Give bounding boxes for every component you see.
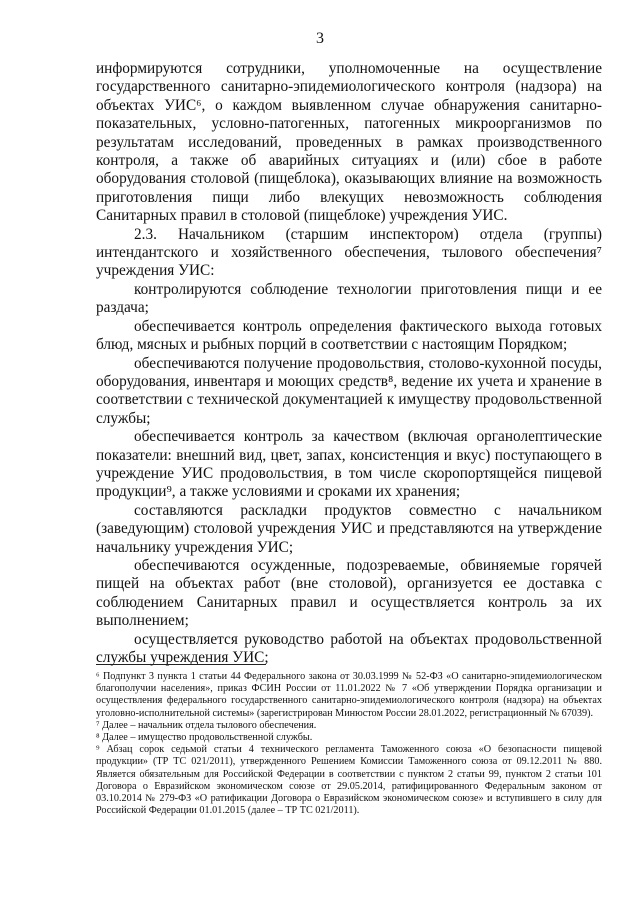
footnote: ⁸ Далее – имущество продовольственной службы.	[96, 732, 313, 744]
paragraph: составляются раскладки продуктов совместно с начальником (заведующим) столовой учреждения УИС и представляются на утверждение начальнику учреждения УИС;	[96, 501, 602, 556]
footnotes	[96, 671, 602, 817]
paragraph: обеспечиваются осужденные, подозреваемые, обвиняемые горячей пищей на объектах работ (вне столовой), организуется ее доставка с соблюдением Санитарных правил и осуществляется контроль за их выполнением;	[96, 556, 602, 630]
page-number: 3	[316, 30, 324, 47]
footnote: ⁹ Абзац сорок седьмой статьи 4 технического регламента Таможенного союза «О безопасности пищевой продукции» (ТР ТС 021/2011), утвержденного Решением Комиссии Таможенного союза от 09.12.2011 № 880. Является обязательным для Российской Федерации в соответствии с пунктом 2 статьи 99, пунктом 2 статьи 101 Договора о Евразийском экономическом союзе от 29.05.2014, ратифицированного Федеральным законом от 03.10.2014 № 279-ФЗ «О ратификации Договора о Евразийском экономическом союзе» и вступившего в силу для Российской Федерации 01.01.2015 (далее – ТР ТС 021/2011).	[96, 744, 602, 817]
footnote: ⁶ Подпункт 3 пункта 1 статьи 44 Федерального закона от 30.03.1999 № 52-ФЗ «О санитарно-эпидемиологическом благополучии населения», приказ ФСИН России от 11.01.2022 № 7 «Об утверждении Порядка организации и осуществления федерального государственного санитарно-эпидемиологического контроля (надзора) на объектах уголовно-исполнительной системы» (зарегистрирован Минюстом России 28.01.2022, регистрационный № 67039).	[96, 671, 602, 719]
footnote: ⁷ Далее – начальник отдела тылового обеспечения.	[96, 719, 317, 731]
footnote-separator	[96, 664, 266, 665]
paragraph: обеспечивается контроль за качеством (включая органолептические показатели: внешний вид, цвет, запах, консистенция и вкус) поступающего в учреждение УИС продовольствия, в том числе скоропортящейся пищевой продукции⁹, а также условиями и сроками их хранения;	[96, 428, 602, 501]
paragraph: информируются сотрудники, уполномоченные на осуществление государственного санитарно-эпидемиологического контроля (надзора) на объектах УИС⁶, о каждом выявленном случае обнаружения санитарно-показательных, условно-патогенных, патогенных микроорганизмов по результатам исследований, проведенных в рамках производственного контроля, а также об аварийных ситуациях и (или) сбое в работе оборудования столовой (пищеблока), оказывающих влияние на возможность приготовления пищи либо влекущих невозможность соблюдения Санитарных правил в столовой (пищеблоке) учреждения УИС.	[96, 60, 602, 225]
paragraph: обеспечивается контроль определения фактического выхода готовых блюд, мясных и рыбных порций в соответствии с настоящим Порядком;	[96, 317, 602, 354]
paragraph: обеспечиваются получение продовольствия, столово-кухонной посуды, оборудования, инвентаря и моющих средств⁸, ведение их учета и хранение в соответствии с технической документацией к имуществу продовольственной службы;	[96, 354, 602, 427]
paragraph: контролируются соблюдение технологии приготовления пищи и ее раздача;	[96, 280, 602, 317]
document-body	[96, 60, 602, 667]
paragraph: 2.3. Начальником (старшим инспектором) отдела (группы) интендантского и хозяйственного обеспечения, тылового обеспечения⁷ учреждения УИС:	[96, 225, 602, 280]
paragraph: осуществляется руководство работой на объектах продовольственной службы учреждения УИС;	[96, 630, 602, 666]
